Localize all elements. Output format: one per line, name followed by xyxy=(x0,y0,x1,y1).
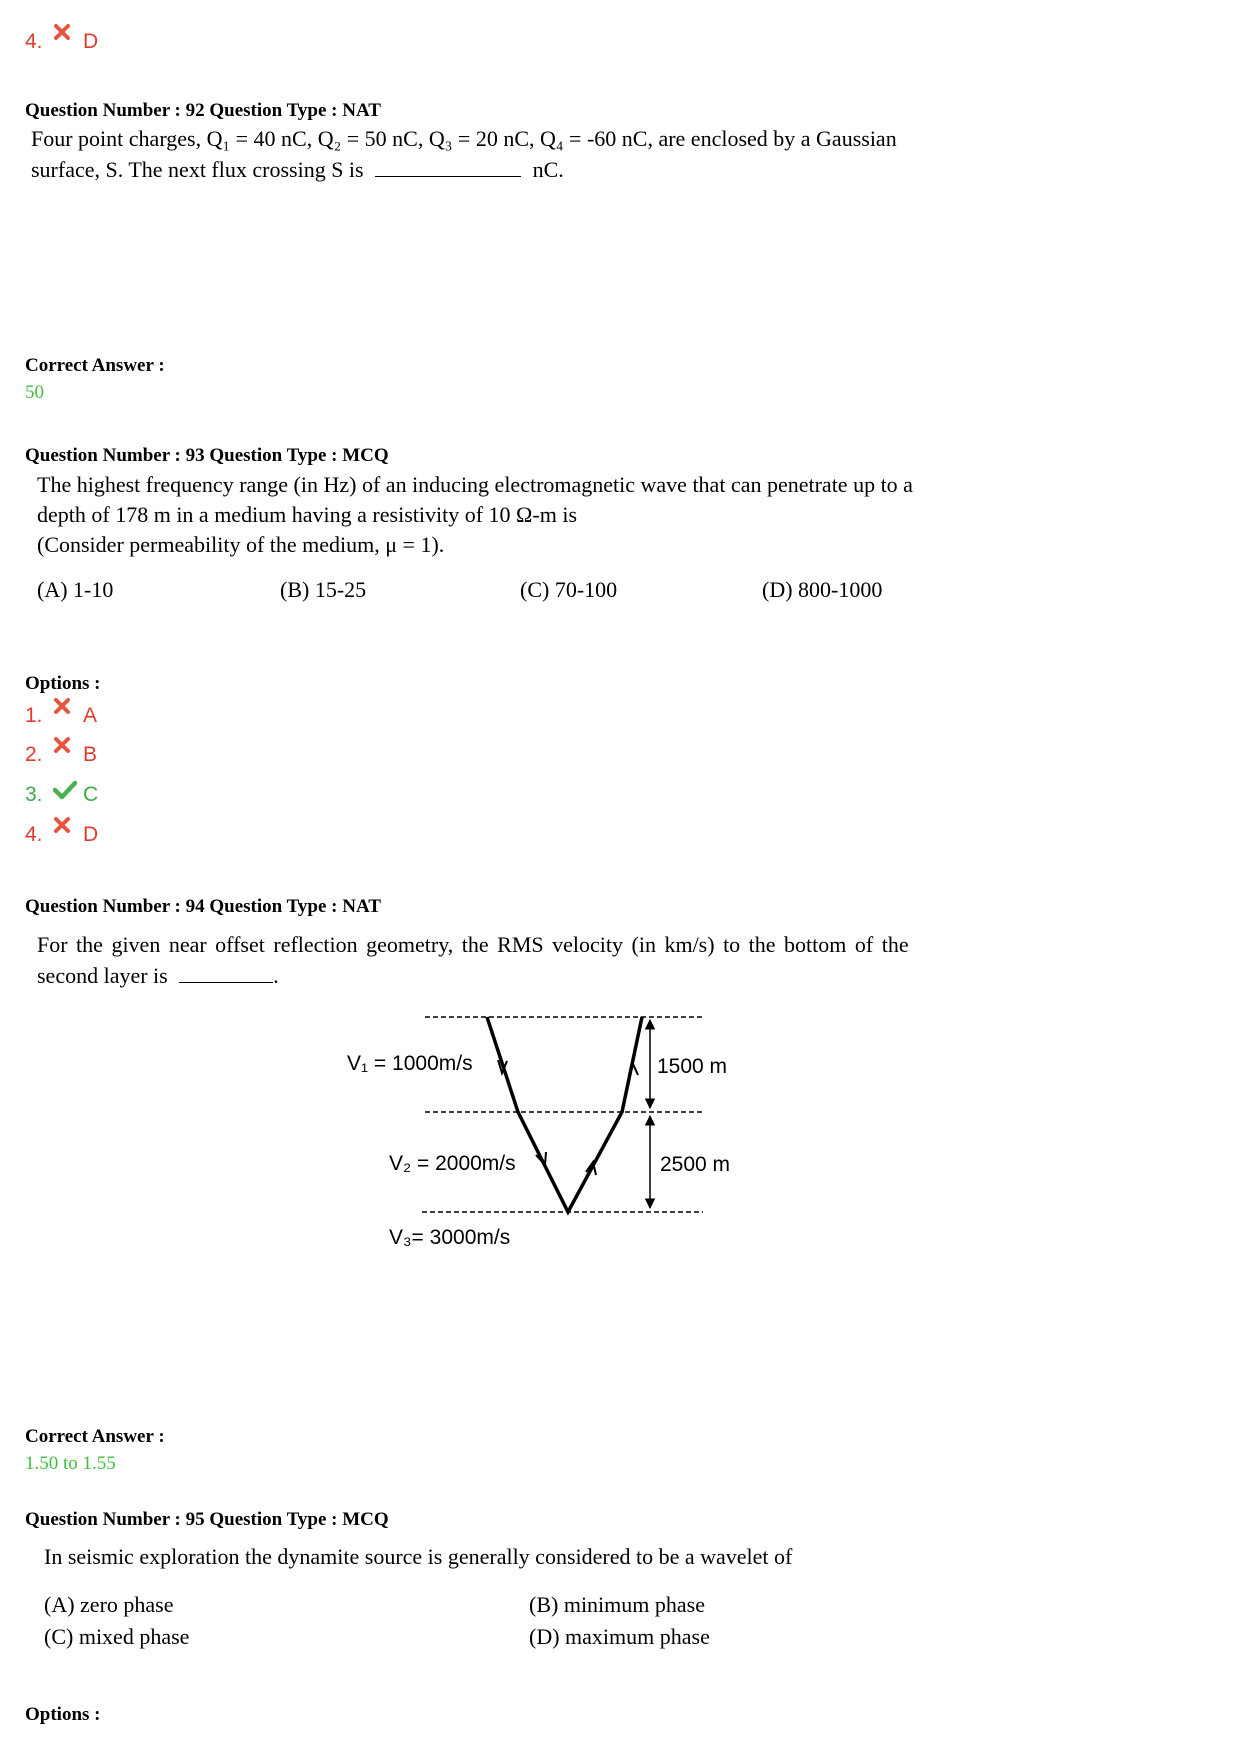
cross-icon xyxy=(53,736,79,762)
question-line-start: second layer is xyxy=(37,963,168,988)
question-header-95: Question Number : 95 Question Type : MCQ xyxy=(25,1509,389,1530)
question-text-95: In seismic exploration the dynamite source is generally considered to be a wavelet of xyxy=(44,1544,793,1569)
question-line: (Consider permeability of the medium, μ = 1). xyxy=(37,532,445,557)
correct-answer-label: Correct Answer : xyxy=(25,355,165,376)
correct-answer-label: Correct Answer : xyxy=(25,1426,165,1447)
choice-a: (A) 1-10 xyxy=(37,577,114,602)
option-letter: A xyxy=(83,704,98,727)
option-letter: D xyxy=(83,823,99,846)
option-item xyxy=(25,781,98,809)
question-text-92 xyxy=(31,124,1031,185)
velocity-label-3: V₃= 3000m/s xyxy=(389,1226,511,1249)
choice-d: (D) maximum phase xyxy=(529,1624,710,1649)
option-number: 3. xyxy=(25,783,43,806)
question-text-93 xyxy=(37,470,1087,560)
question-line-end: nC. xyxy=(532,157,564,182)
thickness-label-1: 1500 m xyxy=(657,1055,728,1078)
option-letter: B xyxy=(83,743,98,766)
question-header-92: Question Number : 92 Question Type : NAT xyxy=(25,100,381,121)
question-line-start: surface, S. The next flux crossing S is xyxy=(31,157,364,182)
answer-blank xyxy=(179,960,273,983)
choice-b: (B) minimum phase xyxy=(529,1592,705,1617)
option-item xyxy=(25,821,98,849)
option-number: 2. xyxy=(25,743,43,766)
check-icon xyxy=(53,780,79,806)
thickness-label-2: 2500 m xyxy=(660,1153,731,1176)
question-line: Four point charges, Q₁ = 40 nC, Q₂ = 50 nC, Q₃ = 20 nC, Q₄ = -60 nC, are enclosed by a Gaussian xyxy=(31,126,897,151)
option-number: 4. xyxy=(25,823,43,846)
option-letter: C xyxy=(83,783,99,806)
question-line xyxy=(37,960,1087,991)
option-letter: D xyxy=(83,30,99,53)
cross-icon xyxy=(53,816,79,842)
option-item xyxy=(25,741,97,769)
question-line: depth of 178 m in a medium having a resistivity of 10 Ω-m is xyxy=(37,502,577,527)
choice-c: (C) 70-100 xyxy=(520,577,618,602)
question-text-94 xyxy=(37,930,1087,991)
cross-icon xyxy=(53,23,79,49)
ray-path xyxy=(487,1017,642,1212)
question-line xyxy=(31,154,1031,185)
question-line: For the given near offset reflection geometry, the RMS velocity (in km/s) to the bottom of the xyxy=(37,932,909,957)
velocity-label-2: V₂ = 2000m/s xyxy=(389,1152,516,1175)
answer-blank xyxy=(375,154,521,177)
cross-icon xyxy=(53,697,79,723)
options-label: Options : xyxy=(25,673,101,694)
velocity-label-1: V₁ = 1000m/s xyxy=(347,1052,473,1075)
option-item xyxy=(25,28,98,56)
question-header-94: Question Number : 94 Question Type : NAT xyxy=(25,896,381,917)
choice-b: (B) 15-25 xyxy=(280,577,367,602)
reflection-geometry-diagram xyxy=(300,1000,760,1260)
correct-answer-value: 1.50 to 1.55 xyxy=(25,1453,116,1474)
choice-a: (A) zero phase xyxy=(44,1592,174,1617)
choice-d: (D) 800-1000 xyxy=(762,577,883,602)
option-number: 4. xyxy=(25,30,43,53)
question-line-end: . xyxy=(273,963,279,988)
correct-answer-value: 50 xyxy=(25,382,44,403)
options-label: Options : xyxy=(25,1704,101,1725)
question-line: The highest frequency range (in Hz) of an inducing electromagnetic wave that can penetrate up to a xyxy=(37,472,913,497)
option-item xyxy=(25,702,97,730)
question-header-93: Question Number : 93 Question Type : MCQ xyxy=(25,445,389,466)
option-number: 1. xyxy=(25,704,43,727)
choice-c: (C) mixed phase xyxy=(44,1624,190,1649)
